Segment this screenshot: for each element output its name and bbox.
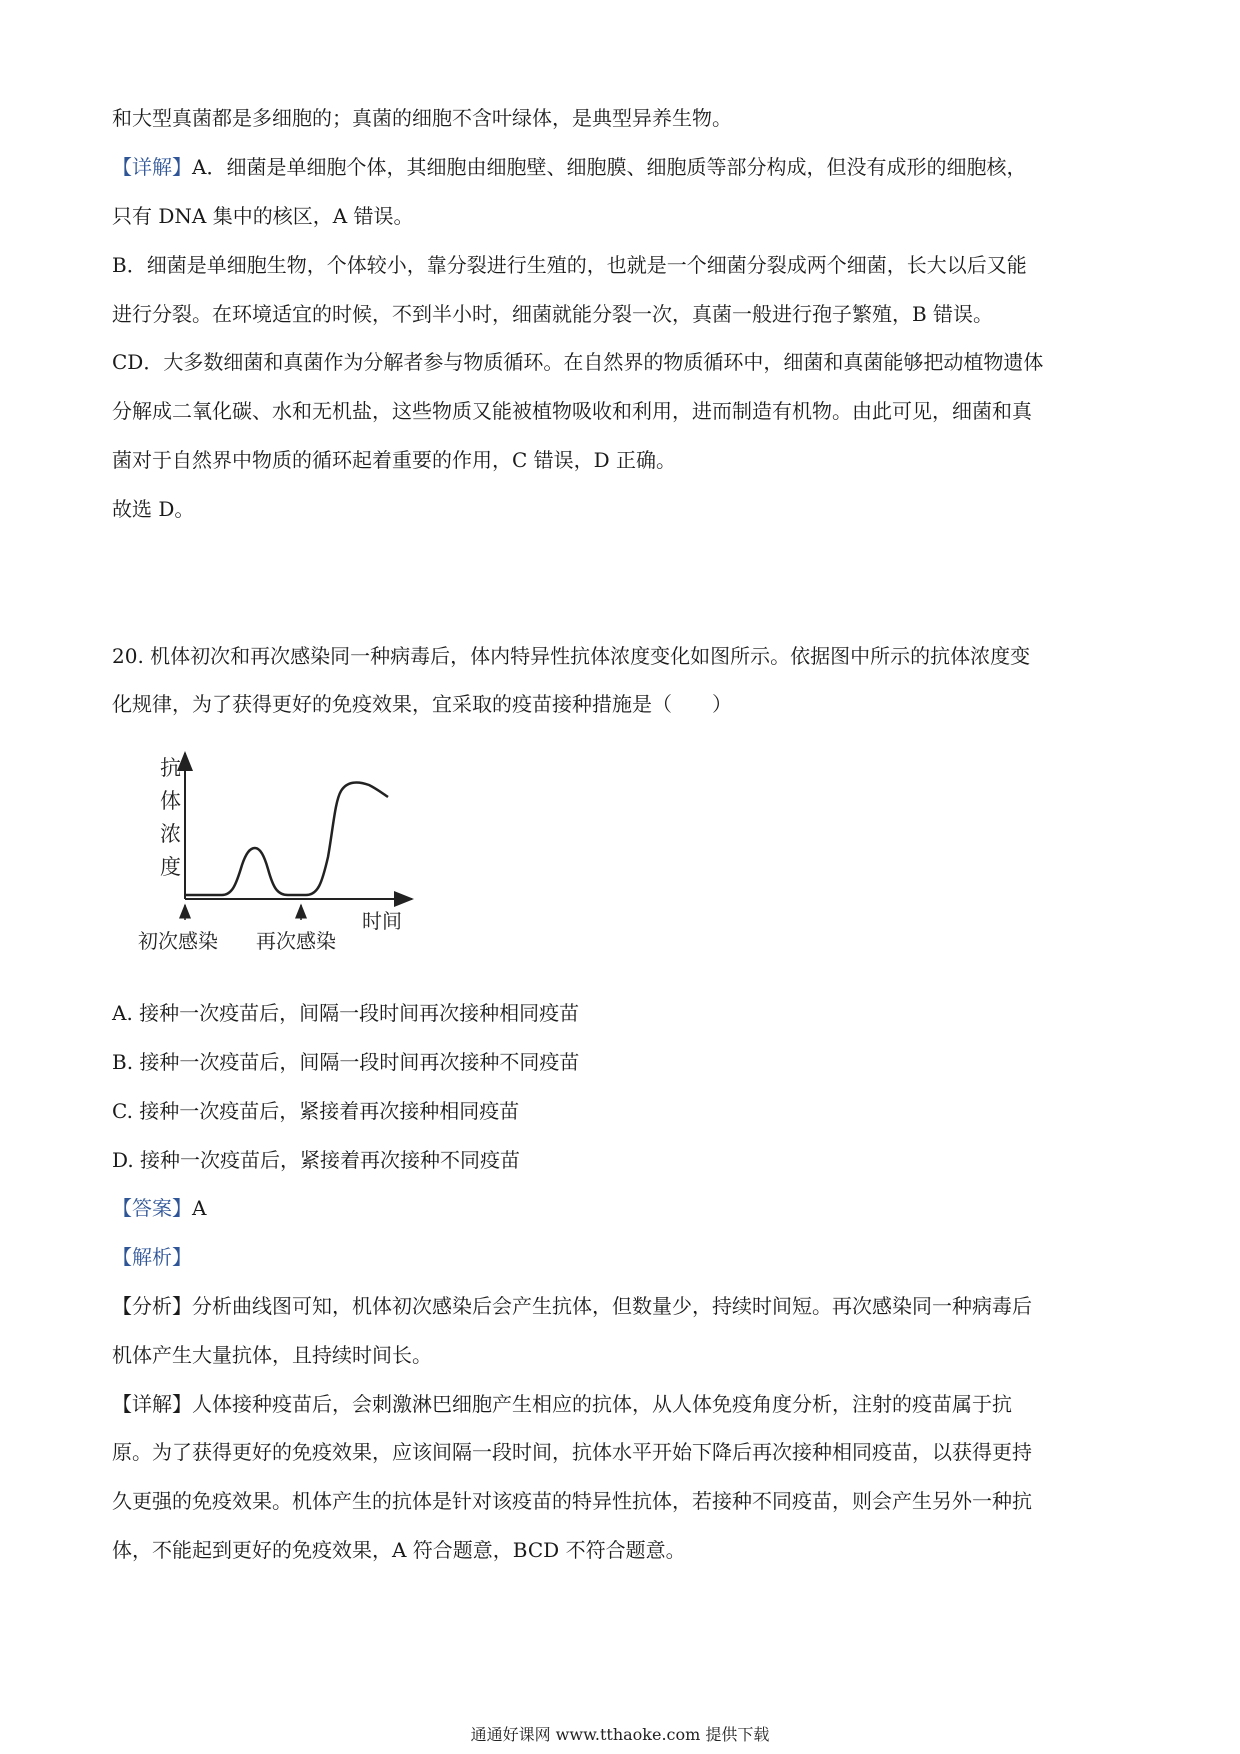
text-line: 进行分裂。在环境适宜的时候，不到半小时，细菌就能分裂一次，真菌一般进行孢子繁殖，B 错误。 [112, 302, 994, 326]
y-label-char: 抗 [160, 756, 181, 780]
analysis-line: 【分析】分析曲线图可知，机体初次感染后会产生抗体，但数量少，持续时间短。再次感染同一种病毒后 [112, 1294, 1032, 1318]
detail-line: 【详解】人体接种疫苗后，会刺激淋巴细胞产生相应的抗体，从人体免疫角度分析，注射的疫苗属于抗 [112, 1392, 1012, 1416]
detail-line: 久更强的免疫效果。机体产生的抗体是针对该疫苗的特异性抗体，若接种不同疫苗，则会产生另外一种抗 [112, 1489, 1032, 1513]
option-d: D. 接种一次疫苗后，紧接着再次接种不同疫苗 [112, 1148, 521, 1172]
option-b: B. 接种一次疫苗后，间隔一段时间再次接种不同疫苗 [112, 1050, 580, 1074]
text-line: 故选 D。 [112, 497, 195, 521]
answer-value: A [192, 1196, 207, 1220]
analysis-line: 机体产生大量抗体，且持续时间长。 [112, 1343, 432, 1367]
y-label-char: 度 [160, 855, 181, 879]
option-a: A. 接种一次疫苗后，间隔一段时间再次接种相同疫苗 [112, 1001, 580, 1025]
analyze-tag: 【分析】 [112, 1294, 192, 1318]
question-stem: 20. 机体初次和再次感染同一种病毒后，体内特异性抗体浓度变化如图所示。依据图中所示的抗体浓度变 [112, 644, 1031, 668]
answer-line [112, 1194, 1132, 1222]
antibody-figure [136, 745, 436, 970]
text-line: 【详解】A．细菌是单细胞个体，其细胞由细胞壁、细胞膜、细胞质等部分构成，但没有成形的细胞核， [112, 155, 1027, 179]
analysis-tag: 【解析】 [112, 1245, 192, 1269]
option-c: C. 接种一次疫苗后，紧接着再次接种相同疫苗 [112, 1099, 520, 1123]
second-infection-label: 再次感染 [256, 929, 336, 953]
detail-line: 体，不能起到更好的免疫效果，A 符合题意，BCD 不符合题意。 [112, 1538, 686, 1562]
detail-tag: 【详解】 [112, 155, 192, 179]
text-line: 菌对于自然界中物质的循环起着重要的作用，C 错误，D 正确。 [112, 448, 677, 472]
first-infection-label: 初次感染 [138, 929, 218, 953]
text-line: 和大型真菌都是多细胞的；真菌的细胞不含叶绿体，是典型异养生物。 [112, 106, 732, 130]
x-axis-label: 时间 [362, 909, 402, 933]
text-line: B．细菌是单细胞生物，个体较小，靠分裂进行生殖的，也就是一个细菌分裂成两个细菌，长大以后又能 [112, 253, 1027, 277]
y-label-char: 体 [160, 789, 181, 813]
question-stem: 化规律，为了获得更好的免疫效果，宜采取的疫苗接种措施是（ ） [112, 692, 732, 716]
answer-tag: 【答案】 [112, 1196, 192, 1220]
antibody-curve [185, 783, 388, 895]
detail-tag: 【详解】 [112, 1392, 192, 1416]
detail-line: 原。为了获得更好的免疫效果，应该间隔一段时间，抗体水平开始下降后再次接种相同疫苗，以获得更持 [112, 1440, 1032, 1464]
text-line: 只有 DNA 集中的核区，A 错误。 [112, 204, 414, 228]
text-line: CD．大多数细菌和真菌作为分解者参与物质循环。在自然界的物质循环中，细菌和真菌能够把动植物遗体 [112, 350, 1044, 374]
analysis-heading [112, 1243, 1132, 1271]
y-label-char: 浓 [160, 822, 181, 846]
page-footer: 通通好课网 www.tthaoke.com 提供下载 [470, 1725, 770, 1744]
text-line: 分解成二氧化碳、水和无机盐，这些物质又能被植物吸收和利用，进而制造有机物。由此可见，细菌和真 [112, 399, 1032, 423]
